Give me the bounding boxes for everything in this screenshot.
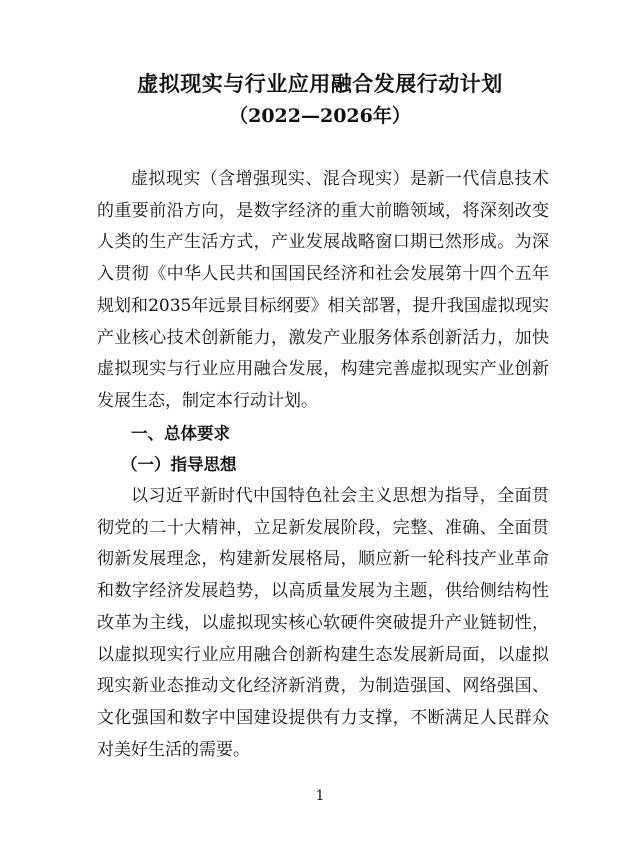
- document-body: [97, 164, 549, 766]
- document-title: 虚拟现实与行业应用融合发展行动计划: [137, 71, 503, 96]
- subsection-heading-guiding-ideology: （一）指导思想: [121, 455, 237, 475]
- guiding-ideology-paragraph: 以习近平新时代中国特色社会主义思想为指导，全面贯彻党的二十大精神，立足新发展阶段，完整、准确、全面贯彻新发展理念，构建新发展格局，顺应新一轮科技产业革命和数字经济发展趋势，以高质量发展为主题，供给侧结构性改革为主线，以虚拟现实核心软硬件突破提升产业链韧性，以虚拟现实行业应用融合创新构建生态发展新局面，以虚拟现实新业态推动文化经济新消费，为制造强国、网络强国、文化强国和数字中国建设提供有力支撑，不断满足人民群众对美好生活的需要。: [97, 486, 549, 760]
- section-heading-overall-requirements: 一、总体要求: [131, 423, 230, 443]
- intro-paragraph: 虚拟现实（含增强现实、混合现实）是新一代信息技术的重要前沿方向，是数字经济的重大前瞻领域，将深刻改变人类的生产生活方式，产业发展战略窗口期已然形成。为深入贯彻《中华人民共和国国民经济和社会发展第十四个五年规划和2035年远景目标纲要》相关部署，提升我国虚拟现实产业核心技术创新能力，激发产业服务体系创新活力，加快虚拟现实与行业应用融合发展，构建完善虚拟现实产业创新发展生态，制定本行动计划。: [97, 169, 549, 411]
- document-subtitle: （2022—2026年）: [229, 105, 411, 127]
- page-number: 1: [315, 788, 325, 804]
